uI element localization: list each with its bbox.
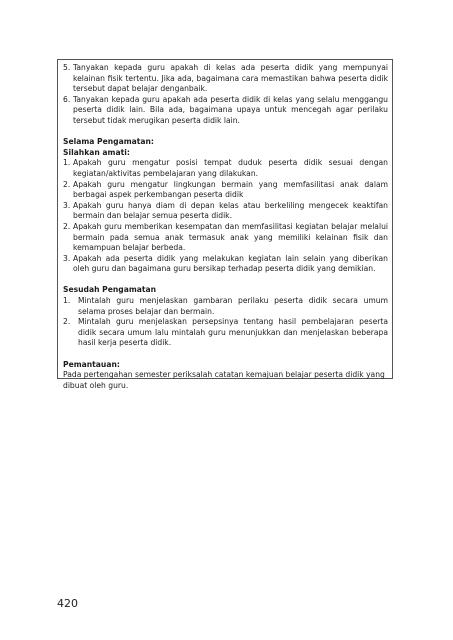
- list-item-number: 1.: [63, 158, 71, 168]
- list-item-number: 2.: [63, 221, 71, 231]
- spacer: [63, 349, 388, 360]
- list-item-number: 3.: [63, 253, 71, 263]
- list-item-text: Apakah guru mengatur lingkungan bermain yang memfasilitasi anak dalam berbagai aspek perkembangan peserta didik: [73, 179, 388, 200]
- list-item: [63, 63, 388, 95]
- list-item-text: Apakah ada peserta didik yang melakukan kegiatan lain selain yang diberikan oleh guru dan bagaimana guru bersikap terhadap peserta didik yang demikian.: [73, 253, 388, 274]
- list-item-number: 3.: [63, 200, 71, 210]
- page-number: 420: [57, 597, 78, 610]
- list-item: [63, 296, 388, 317]
- list-item: [63, 201, 388, 222]
- list-item-number: 6.: [63, 94, 71, 104]
- please-observe-heading: Silahkan amati:: [63, 147, 130, 157]
- list-item-number: 2.: [63, 317, 71, 327]
- list-item-number: 2.: [63, 179, 71, 189]
- list-item-text: Mintalah guru menjelaskan persepsinya tentang hasil pembelajaran peserta didik secara umum lalu mintalah guru menunjukkan dan menjelaskan beberapa hasil kerja peserta didik.: [78, 317, 388, 348]
- list-item: [63, 95, 388, 127]
- list-item: [63, 222, 388, 254]
- list-item-number: 5.: [63, 63, 71, 72]
- list-item-text: Apakah guru hanya diam di depan kelas atau berkeliling mengecek keaktifan bermain dan belajar semua peserta didik.: [73, 200, 388, 221]
- spacer: [63, 127, 388, 138]
- list-item: [63, 317, 388, 349]
- monitoring-text: Pada pertengahan semester periksalah catatan kemajuan belajar peserta didik yang dibuat oleh guru.: [63, 370, 385, 390]
- list-item-number: 1.: [63, 296, 71, 306]
- after-observation-heading: Sesudah Pengamatan: [63, 285, 157, 295]
- observation-guide-box: [57, 59, 393, 390]
- list-item-text: Tanyakan kepada guru apakah di kelas ada peserta didik yang mempunyai kelainan fisik tertentu. Jika ada, bagaimana cara memastikan bahwa peserta didik tersebut dapat belajar denganbaik.: [73, 63, 388, 94]
- list-item-text: Mintalah guru menjelaskan gambaran perilaku peserta didik secara umum selama proses belajar dan bermain.: [78, 296, 388, 316]
- list-item: [63, 254, 388, 275]
- spacer: [63, 275, 388, 286]
- list-item-text: Tanyakan kepada guru apakah ada peserta didik di kelas yang selalu menggangu peserta didik lain. Bila ada, bagaimana upaya untuk mencegah agar perilaku tersebut tidak merugikan peserta didik lain.: [73, 94, 388, 125]
- list-item-text: Apakah guru memberikan kesempatan dan memfasilitasi kegiatan belajar melalui bermain pada semua anak termasuk anak yang memiliki kelainan fisik dan kemampuan belajar berbeda.: [73, 221, 388, 253]
- list-item: [63, 180, 388, 201]
- monitoring-heading: Pemantauan:: [63, 359, 120, 369]
- list-item: [63, 158, 388, 179]
- list-item-text: Apakah guru mengatur posisi tempat duduk peserta didik sesuai dengan kegiatan/aktivitas pembelajaran yang dilakukan.: [73, 158, 388, 178]
- during-observation-heading: Selama Pengamatan:: [63, 137, 154, 147]
